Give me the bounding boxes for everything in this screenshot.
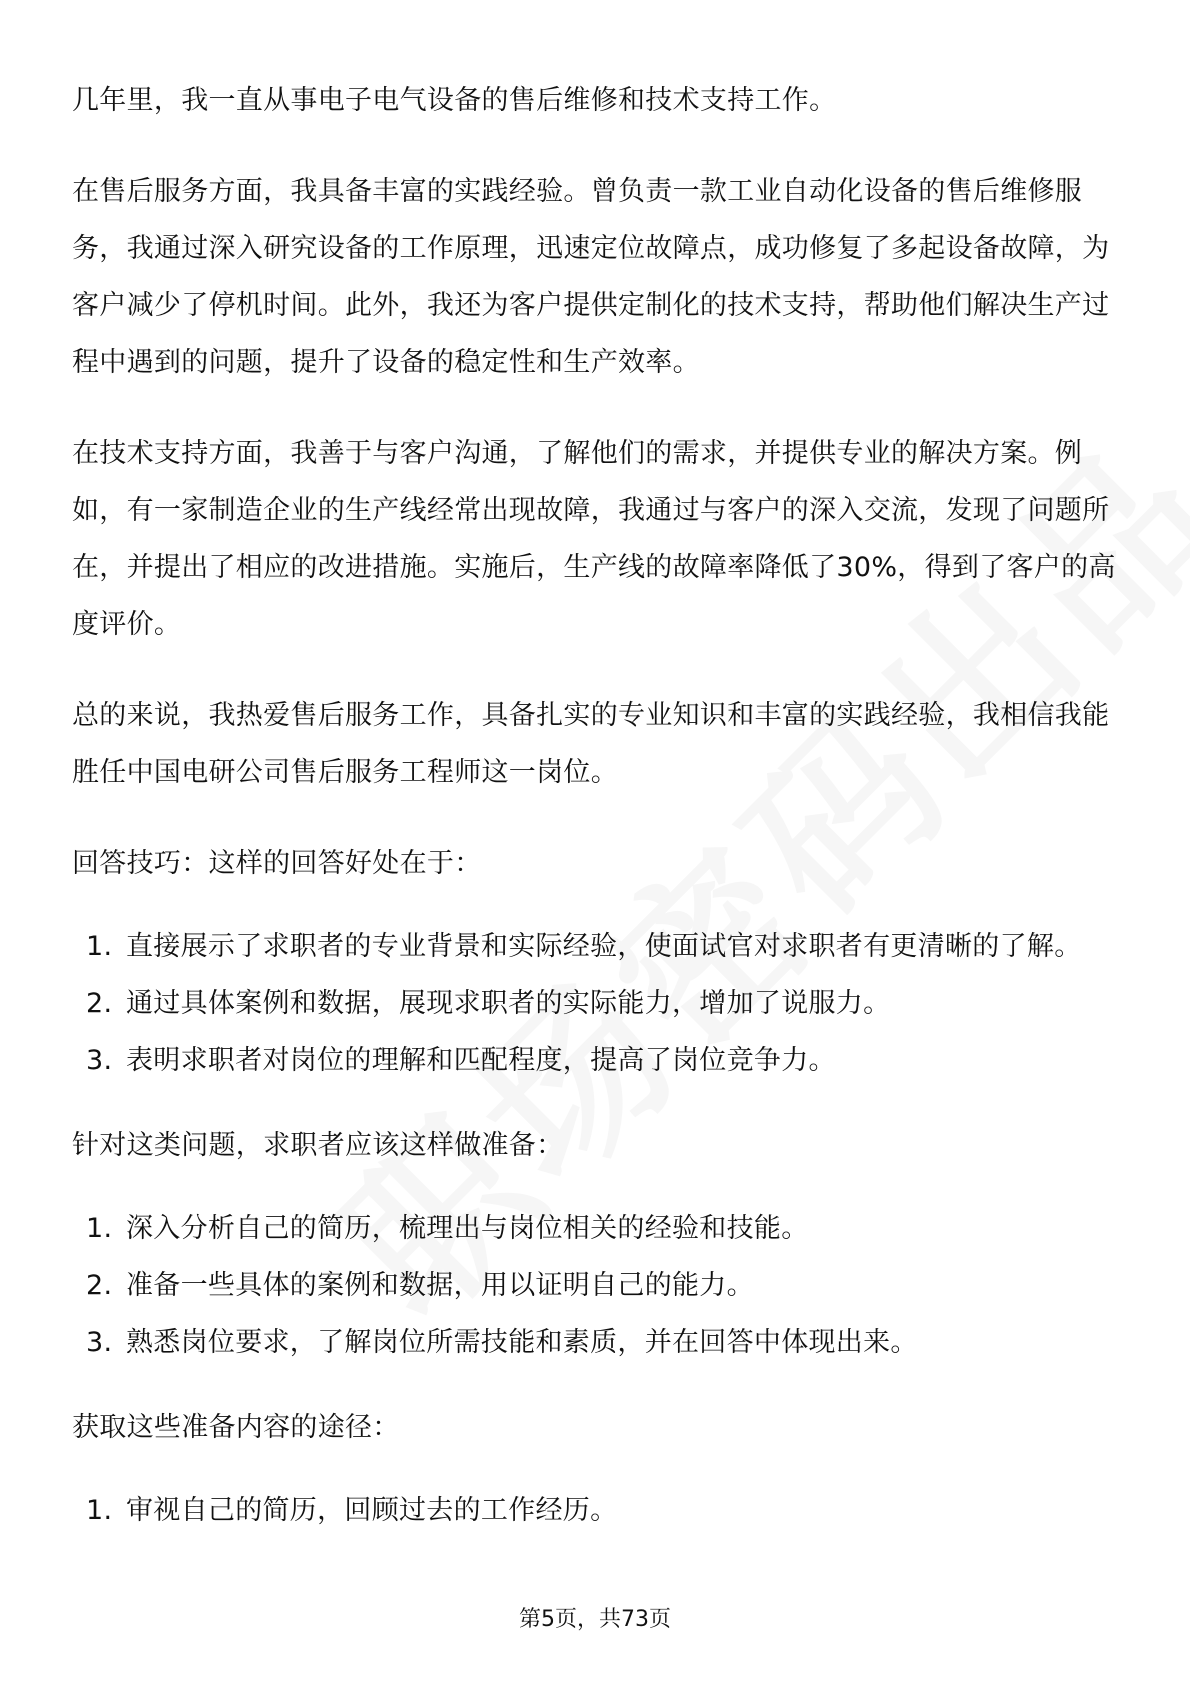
list-number: 1. [86,931,113,962]
list-item-text: 通过具体案例和数据，展现求职者的实际能力，增加了说服力。 [126,988,891,1019]
tips-heading: 回答技巧：这样的回答好处在于： [72,848,482,879]
paragraph-summary: 总的来说，我热爱售后服务工作，具备扎实的专业知识和丰富的实践经验，我相信我能胜任中国电研公司售后服务工程师这一岗位。 [72,700,1110,788]
paragraph-after-sales: 在售后服务方面，我具备丰富的实践经验。曾负责一款工业自动化设备的售后维修服务，我通过深入研究设备的工作原理，迅速定位故障点，成功修复了多起设备故障，为客户减少了停机时间。此外，我还为客户提供定制化的技术支持，帮助他们解决生产过程中遇到的问题，提升了设备的稳定性和生产效率。 [72,176,1110,378]
list-number: 3. [86,1327,113,1358]
list-item-text: 直接展示了求职者的专业背景和实际经验，使面试官对求职者有更清晰的了解。 [126,931,1082,962]
paragraph-tech-support: 在技术支持方面，我善于与客户沟通，了解他们的需求，并提供专业的解决方案。例如，有一家制造企业的生产线经常出现故障，我通过与客户的深入交流，发现了问题所在，并提出了相应的改进措施。实施后，生产线的故障率降低了30%，得到了客户的高度评价。 [72,438,1116,640]
list-item-text: 表明求职者对岗位的理解和匹配程度，提高了岗位竞争力。 [126,1045,836,1076]
list-item-text: 熟悉岗位要求，了解岗位所需技能和素质，并在回答中体现出来。 [126,1327,918,1358]
list-item-text: 深入分析自己的简历，梳理出与岗位相关的经验和技能。 [126,1213,809,1244]
list-item-text: 审视自己的简历，回顾过去的工作经历。 [126,1495,618,1526]
list-number: 1. [86,1495,113,1526]
tips-list [72,918,1118,1089]
page-content [72,72,1118,1567]
list-item [72,975,1118,1032]
list-number: 2. [86,1270,113,1301]
paragraph-intro: 几年里，我一直从事电子电气设备的售后维修和技术支持工作。 [72,85,837,116]
list-number: 2. [86,988,113,1019]
list-item [72,1482,1118,1539]
list-item [72,918,1118,975]
sources-list [72,1482,1118,1539]
list-item [72,1314,1118,1371]
prep-heading: 针对这类问题，求职者应该这样做准备： [72,1130,564,1161]
list-item [72,1257,1118,1314]
prep-list [72,1200,1118,1371]
sources-heading: 获取这些准备内容的途径： [72,1412,400,1443]
list-item [72,1032,1118,1089]
list-item-text: 准备一些具体的案例和数据，用以证明自己的能力。 [126,1270,754,1301]
list-number: 1. [86,1213,113,1244]
list-number: 3. [86,1045,113,1076]
list-item [72,1200,1118,1257]
page-footer: 第5页，共73页 [519,1607,671,1632]
